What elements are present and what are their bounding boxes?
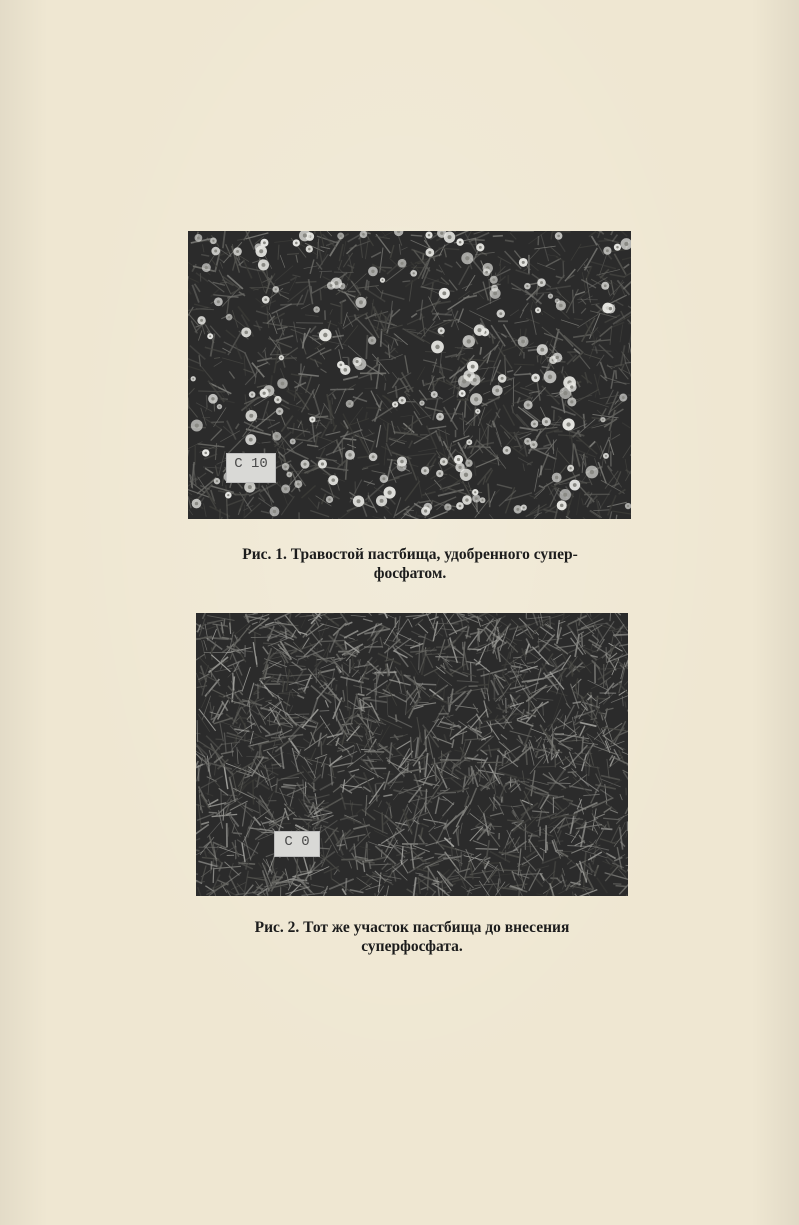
photo-unfertilized-pasture [196,613,628,896]
photo-fertilized-pasture [188,231,631,519]
plot-label-card: C 10 [226,453,276,483]
figure-1-caption [190,545,630,583]
caption-line: суперфосфата. [361,938,463,955]
figure-2-caption [196,918,628,956]
caption-line: Рис. 1. Травостой пастбища, удобренного супер- [242,546,578,563]
pasture-grass-image [196,613,628,896]
caption-line: Рис. 2. Тот же участок пастбища до внесения [254,919,570,936]
plot-label-card: C 0 [274,831,320,857]
caption-line: фосфатом. [373,565,447,582]
